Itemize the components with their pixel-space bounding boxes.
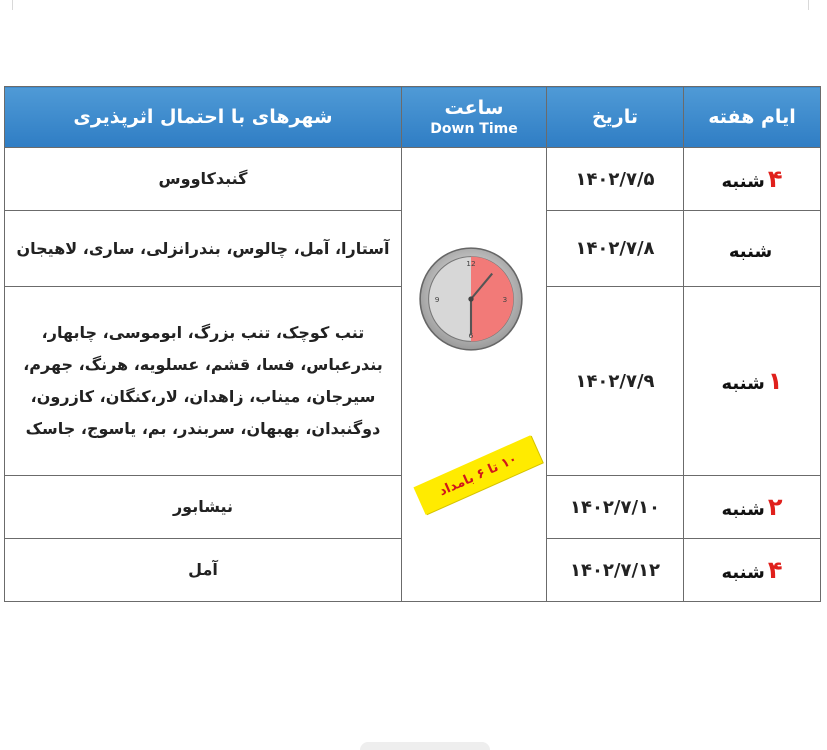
day-cell: ۴شنبه bbox=[684, 539, 821, 602]
date-cell: ۱۴۰۲/۷/۹ bbox=[547, 287, 684, 476]
cities-cell: گنبدکاووس bbox=[5, 148, 402, 211]
day-cell: ۱شنبه bbox=[684, 287, 821, 476]
edge-tick-right bbox=[808, 0, 809, 10]
bottom-decoration bbox=[360, 742, 490, 750]
svg-text:3: 3 bbox=[502, 295, 508, 305]
top-edge-marks bbox=[0, 0, 827, 14]
header-cities: شهرهای با احتمال اثرپذیری bbox=[5, 87, 402, 148]
time-cell bbox=[402, 148, 547, 602]
day-cell: ۲شنبه bbox=[684, 476, 821, 539]
date-cell: ۱۴۰۲/۷/۱۲ bbox=[547, 539, 684, 602]
date-cell: ۱۴۰۲/۷/۵ bbox=[547, 148, 684, 211]
day-cell: شنبه bbox=[684, 211, 821, 287]
date-cell: ۱۴۰۲/۷/۱۰ bbox=[547, 476, 684, 539]
cities-cell: نیشابور bbox=[5, 476, 402, 539]
header-time-label: ساعت bbox=[444, 97, 504, 119]
table-header-row bbox=[5, 87, 821, 148]
date-cell: ۱۴۰۲/۷/۸ bbox=[547, 211, 684, 287]
time-range-tag: ۱۰ تا ۶ بامداد bbox=[413, 435, 542, 514]
edge-tick-left bbox=[12, 0, 13, 10]
header-time bbox=[402, 87, 547, 148]
header-date: تاریخ bbox=[547, 87, 684, 148]
day-cell: ۴شنبه bbox=[684, 148, 821, 211]
svg-text:12: 12 bbox=[466, 259, 476, 269]
header-days: ایام هفته bbox=[684, 87, 821, 148]
table-row bbox=[5, 148, 821, 211]
cities-cell: آستارا، آمل، چالوس، بندرانزلی، ساری، لاهیجان bbox=[5, 211, 402, 287]
down-time-schedule-table bbox=[4, 86, 821, 602]
header-time-sub-label: Down Time bbox=[430, 121, 518, 137]
svg-text:9: 9 bbox=[434, 295, 440, 305]
cities-cell: تنب کوچک، تنب بزرگ، ابوموسی، چابهار، بندرعباس، فسا، قشم، عسلویه، هرنگ، جهرم، سیرجان، میناب، زاهدان، لار،کنگان، کازرون، دوگنبدان، بهبهان، سربندر، بم، یاسوج، جاسک bbox=[5, 287, 402, 476]
cities-cell: آمل bbox=[5, 539, 402, 602]
svg-text:6: 6 bbox=[468, 331, 474, 341]
clock-icon bbox=[418, 246, 524, 352]
